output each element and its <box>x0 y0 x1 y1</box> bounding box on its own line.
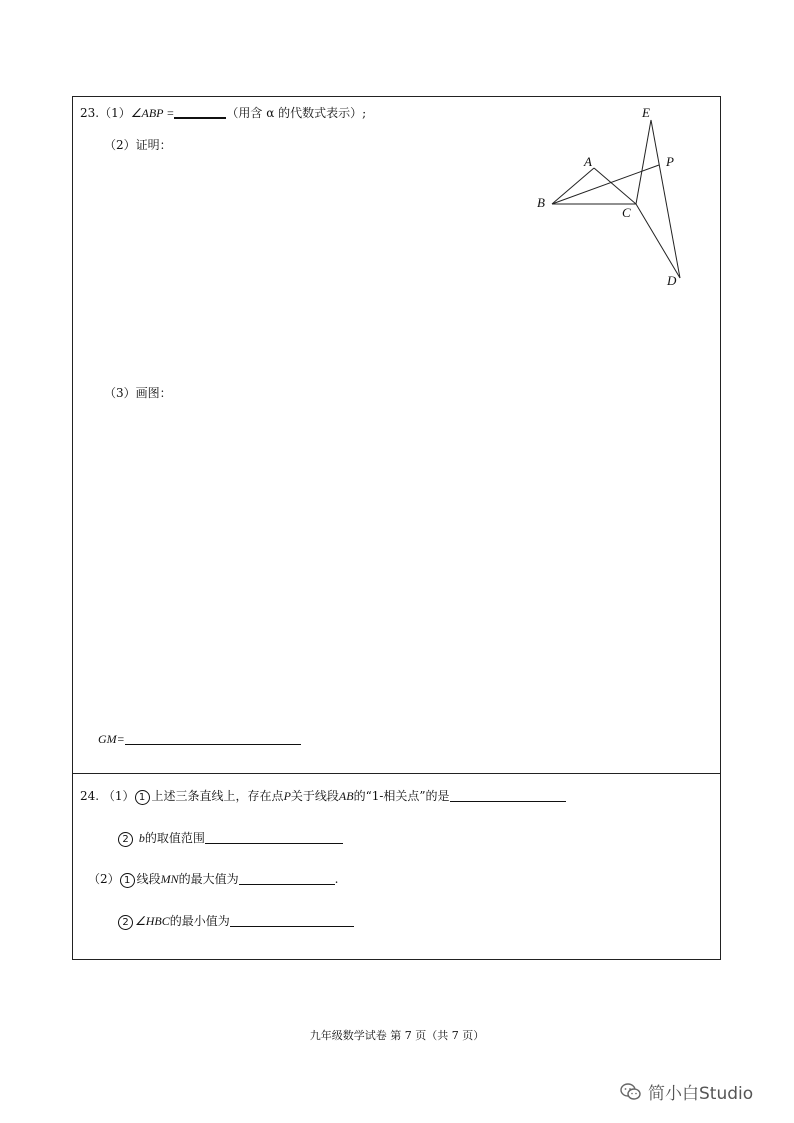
q24-item2-answer-blank[interactable] <box>205 831 343 844</box>
q24-item2: 2 b的取值范围 <box>118 830 343 847</box>
q23-part3-label: （3）画图： <box>104 386 172 400</box>
label-p: P <box>666 154 674 169</box>
circled-number-1: 1 <box>135 790 150 805</box>
gm-answer-blank[interactable] <box>125 732 301 745</box>
wechat-icon <box>620 1082 642 1102</box>
q23-gm: GM= <box>98 731 301 747</box>
circled-number-1: 1 <box>120 873 135 888</box>
segment-bp <box>552 165 659 204</box>
page-footer: 九年级数学试卷 第 7 页（共 7 页） <box>309 1029 485 1042</box>
q23-part2-label: （2）证明： <box>104 138 172 152</box>
label-a: A <box>584 154 592 169</box>
question-divider <box>72 773 721 774</box>
geometry-figure <box>530 100 690 290</box>
circled-number-2: 2 <box>118 915 133 930</box>
q24-item3-answer-blank[interactable] <box>239 872 335 885</box>
label-c: C <box>622 205 631 220</box>
label-d: D <box>667 273 677 288</box>
segment-ba <box>552 168 594 204</box>
circled-number-2: 2 <box>118 832 133 847</box>
q24-item4: 2 ∠HBC的最小值为 <box>118 913 354 930</box>
watermark <box>620 1079 753 1104</box>
label-e: E <box>642 105 650 120</box>
label-b: B <box>537 195 545 210</box>
q23-part1: 23.（1）∠ABP = （用含 α 的代数式表示）; <box>80 106 367 120</box>
q24-item1: 24. （1） 1 上述三条直线上，存在点P关于线段AB的“1-相关点”的是 <box>80 788 566 805</box>
watermark-text: 简小白Studio <box>648 1084 754 1104</box>
angle-abp: ∠ABP = <box>130 106 175 120</box>
q24-item4-answer-blank[interactable] <box>230 914 354 927</box>
q24-item3: （2） 1 线段MN的最大值为 . <box>88 872 339 886</box>
q23-part1-answer-blank[interactable] <box>174 105 226 119</box>
segment-ce <box>636 120 651 204</box>
q24-item1-answer-blank[interactable] <box>450 789 566 802</box>
